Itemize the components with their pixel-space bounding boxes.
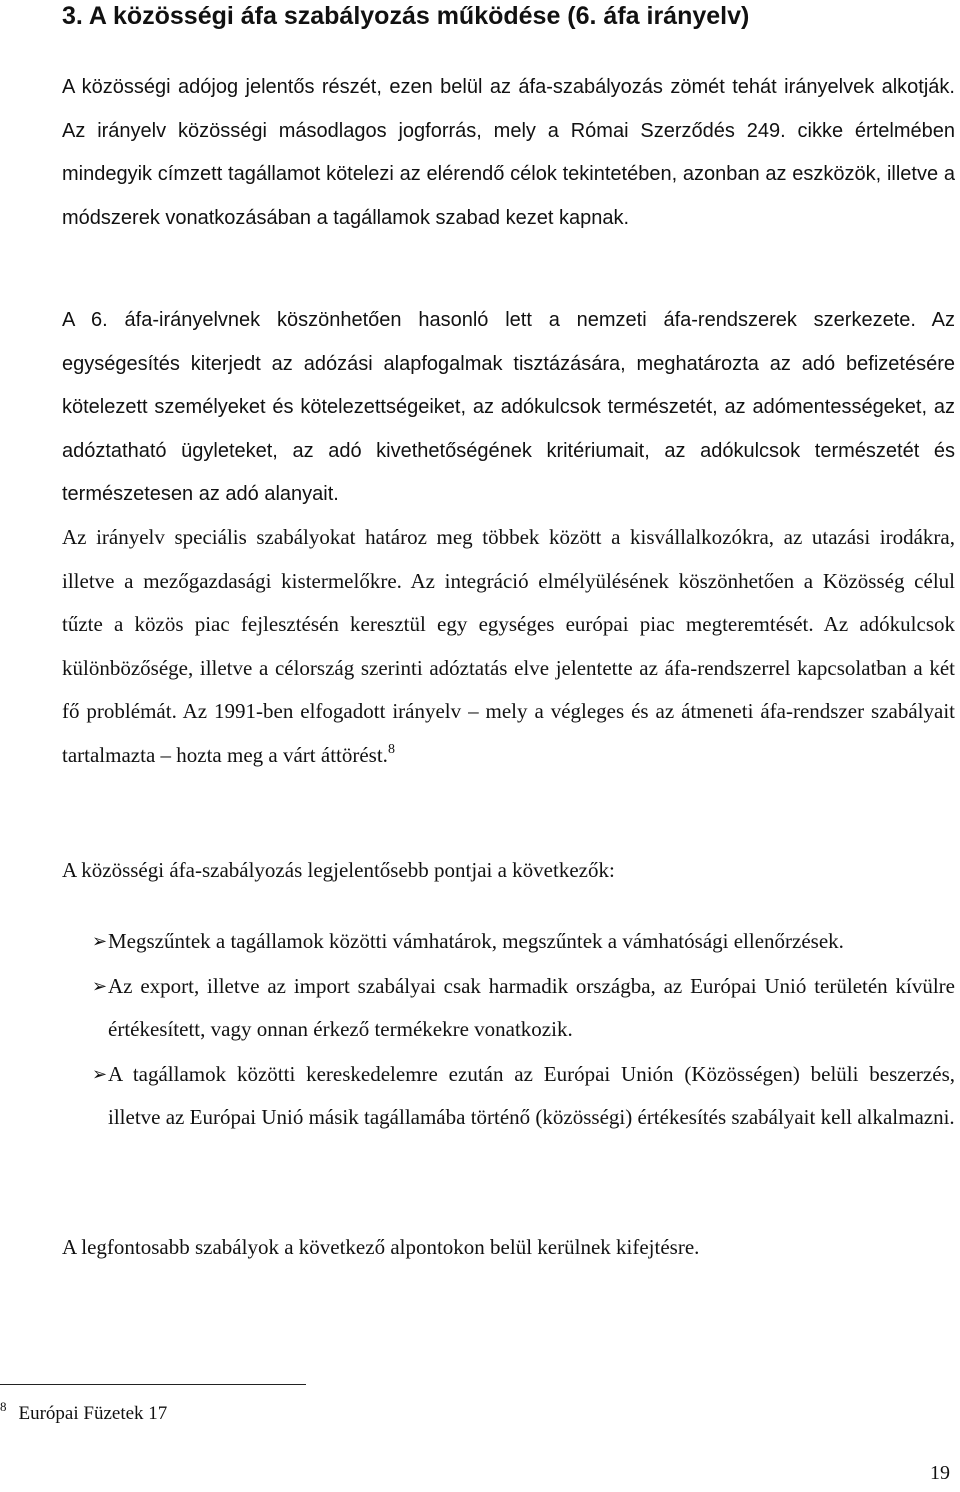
list-intro: A közösségi áfa-szabályozás legjelentősebb pontjai a következők: [62,858,615,882]
footnote-divider [0,1384,306,1385]
footnote-text: Európai Füzetek 17 [18,1403,168,1424]
paragraph-3-text: Az irányelv speciális szabályokat határoz meg többek között a kisvállalkozókra, az utazási irodákra, illetve a mezőgazdasági kistermelőkre. Az integráció elmélyülésének köszönhetően a Közösség célul tűzte a közös piac fejlesztésén keresztül egy egységes európai piac megteremtését. Az adókulcsok különbözősége, illetve a célország szerinti adóztatás elve jelentette az áfa-rendszerrel kapcsolatban a két fő problémát. Az 1991-ben elfogadott irányelv – mely a végleges és az átmeneti áfa-rendszer szabályait tartalmazta – hozta meg a várt áttörést. [62,525,955,767]
arrowhead-bullet-icon: ➢ [92,975,108,997]
arrowhead-bullet-icon: ➢ [92,931,108,952]
page-number: 19 [930,1462,950,1484]
list-item [62,920,955,964]
key-points-list [62,920,955,1141]
footnote-reference[interactable]: 8 [387,741,395,757]
paragraph-3 [62,516,955,778]
closing-paragraph: A legfontosabb szabályok a következő alpontokon belül kerülnek kifejtésre. [62,1235,700,1259]
list-item-text: Megszűntek a tagállamok közötti vámhatárok, megszűntek a vámhatósági ellenőrzések. [108,929,844,953]
footnote-number: 8 [0,1399,7,1414]
list-item [62,1053,955,1140]
list-item-text: Az export, illetve az import szabályai csak harmadik országba, az Európai Unió területén kívülre értékesített, vagy onnan érkező termékekre vonatkozik. [108,973,955,1042]
paragraph-2: A 6. áfa-irányelvnek köszönhetően hasonló lett a nemzeti áfa-rendszerek szerkezete. Az egységesítés kiterjedt az adózási alapfogalmak tisztázására, meghatározta az adó befizetésére kötelezett személyeket és kötelezettségeiket, az adókulcsok természetét, az adómentességeket, az adóztatható ügyleteket, az adó kivethetőségének kritériumait, az adókulcsok természetét és természetesen az adó alanyait. [62,309,955,506]
list-item-text: A tagállamok közötti kereskedelemre ezután az Európai Unión (Közösségen) belüli beszerzés, illetve az Európai Unió másik tagállamába történő (közösségi) értékesítés szabályait kell alkalmazni. [108,1061,955,1130]
section-heading: 3. A közösségi áfa szabályozás működése (6. áfa irányelv) [62,2,750,30]
list-item [62,965,955,1052]
arrowhead-bullet-icon: ➢ [92,1063,108,1085]
paragraph-1: A közösségi adójog jelentős részét, ezen belül az áfa-szabályozás zömét tehát irányelvek alkotják. Az irányelv közösségi másodlagos jogforrás, mely a Római Szerződés 249. cikke értelmében mindegyik címzett tagállamot kötelezi az elérendő célok tekintetében, azonban az eszközök, illetve a módszerek vonatkozásában a tagállamok szabad kezet kapnak. [62,76,955,229]
footnote [0,1394,167,1427]
